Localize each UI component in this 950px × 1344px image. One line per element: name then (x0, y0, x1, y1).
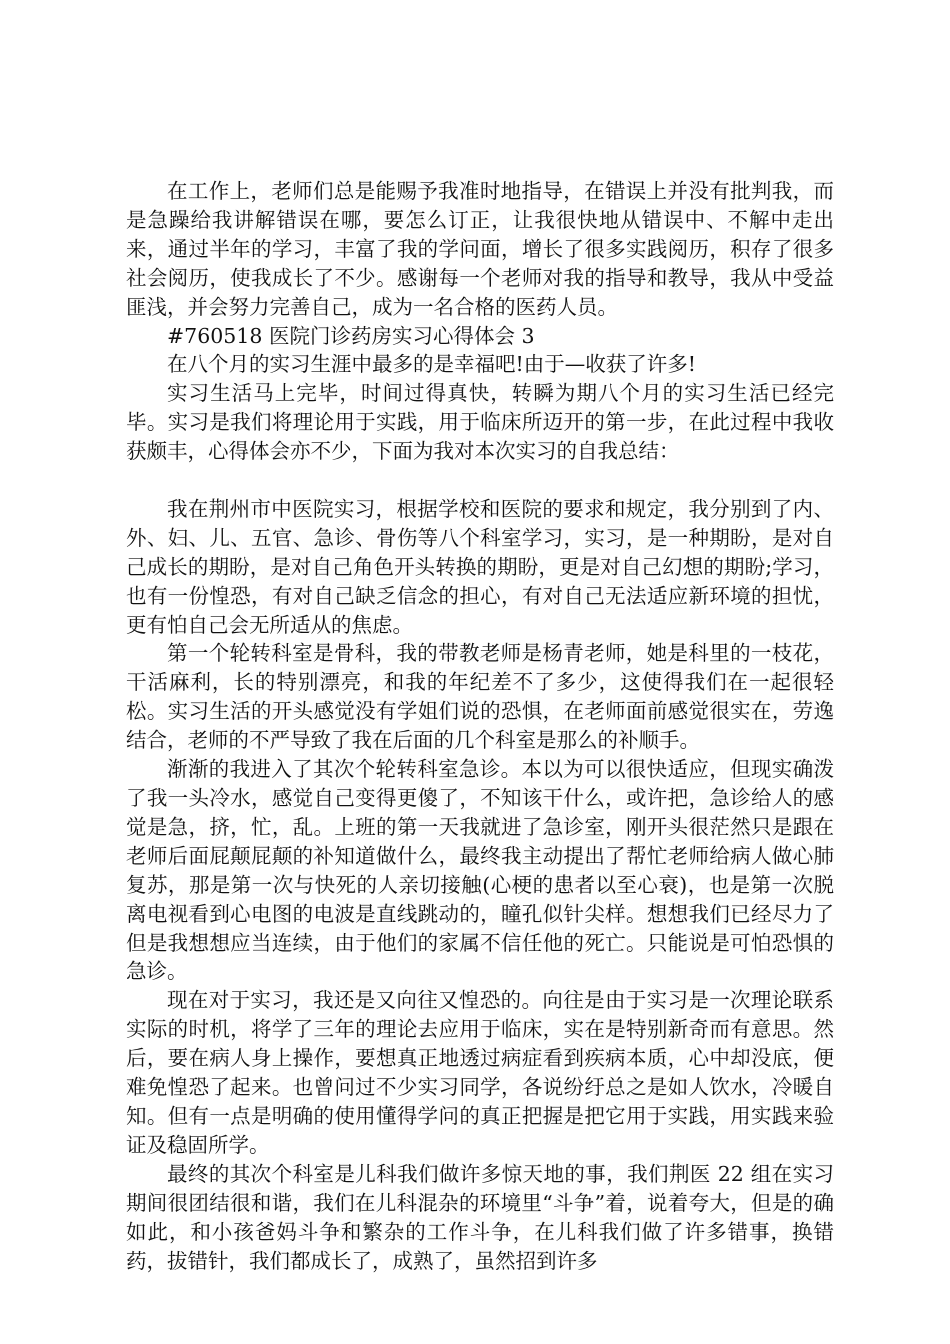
paragraph-pediatrics: 最终的其次个科室是儿科我们做许多惊天地的事，我们荆医 22 组在实习期间很团结很和谐，我们在儿科混杂的环境里“斗争”着，说着夸大，但是的确如此，和小孩爸妈斗争和繁杂的工作斗争，在儿科我们做了许多错事，换错药，拔错针，我们都成长了，成熟了，虽然招到许多 (126, 1161, 834, 1273)
paragraph-internship-summary: 实习生活马上完毕，时间过得真快，转瞬为期八个月的实习生活已经完毕。实习是我们将理论用于实践，用于临床所迈开的第一步，在此过程中我收获颇丰，心得体会亦不少，下面为我对本次实习的自我总结： (126, 381, 834, 464)
paragraph-orthopedics: 第一个轮转科室是骨科，我的带教老师是杨青老师，她是科里的一枝花，干活麻利，长的特别漂亮，和我的年纪差不了多少，这使得我们在一起很轻松。实习生活的开头感觉没有学姐们说的恐惧，在老师面前感觉很实在，劳逸结合，老师的不严导致了我在后面的几个科室是那么的补顺手。 (126, 641, 834, 753)
paragraph-intro-happiness: 在八个月的实习生涯中最多的是幸福吧!由于—收获了许多! (167, 352, 696, 377)
paragraph-teacher-guidance: 在工作上，老师们总是能赐予我准时地指导，在错误上并没有批判我，而是急躁给我讲解错误在哪，要怎么订正，让我很快地从错误中、不解中走出来，通过半年的学习，丰富了我的学问面，增长了很多实践阅历，积存了很多社会阅历，使我成长了不少。感谢每一个老师对我的指导和教导，我从中受益匪浅，并会努力完善自己，成为一名合格的医药人员。 (126, 179, 834, 319)
paragraph-theory-practice: 现在对于实习，我还是又向往又惶恐的。向往是由于实习是一次理论联系实际的时机，将学了三年的理论去应用于临床，实在是特别新奇而有意思。然后，要在病人身上操作，要想真正地透过病症看到疾病本质，心中却没底，便难免惶恐了起来。也曾问过不少实习同学，各说纷纡总之是如人饮水，冷暖自知。但有一点是明确的使用懂得学问的真正把握是把它用于实践，用实践来验证及稳固所学。 (126, 988, 834, 1157)
section-heading: #760518 医院门诊药房实习心得体会 3 (167, 323, 535, 348)
paragraph-jingzhou-hospital: 我在荆州市中医院实习，根据学校和医院的要求和规定，我分别到了内、外、妇、儿、五官、急诊、骨伤等八个科室学习，实习，是一种期盼，是对自己成长的期盼，是对自己角色开头转换的期盼，更是对自己幻想的期盼;学习，也有一份惶恐，有对自己缺乏信念的担心，有对自己无法适应新环境的担忧，更有怕自己会无所适从的焦虑。 (126, 496, 834, 637)
paragraph-emergency: 渐渐的我进入了其次个轮转科室急诊。本以为可以很快适应，但现实确泼了我一头冷水，感觉自己变得更傻了，不知该干什么，或许把，急诊给人的感觉是急，挤，忙，乱。上班的第一天我就进了急诊室，刚开头很茫然只是跟在老师后面屁颠屁颠的补知道做什么，最终我主动提出了帮忙老师给病人做心肺复苏，那是第一次与快死的人亲切接触(心梗的患者以至心衰)，也是第一次脱离电视看到心电图的电波是直线跳动的，瞳孔似针尖样。想想我们已经尽力了但是我想想应当连续，由于他们的家属不信任他的死亡。只能说是可怕恐惧的急诊。 (126, 757, 834, 984)
document-body (126, 177, 834, 1275)
blank-line (126, 466, 834, 495)
